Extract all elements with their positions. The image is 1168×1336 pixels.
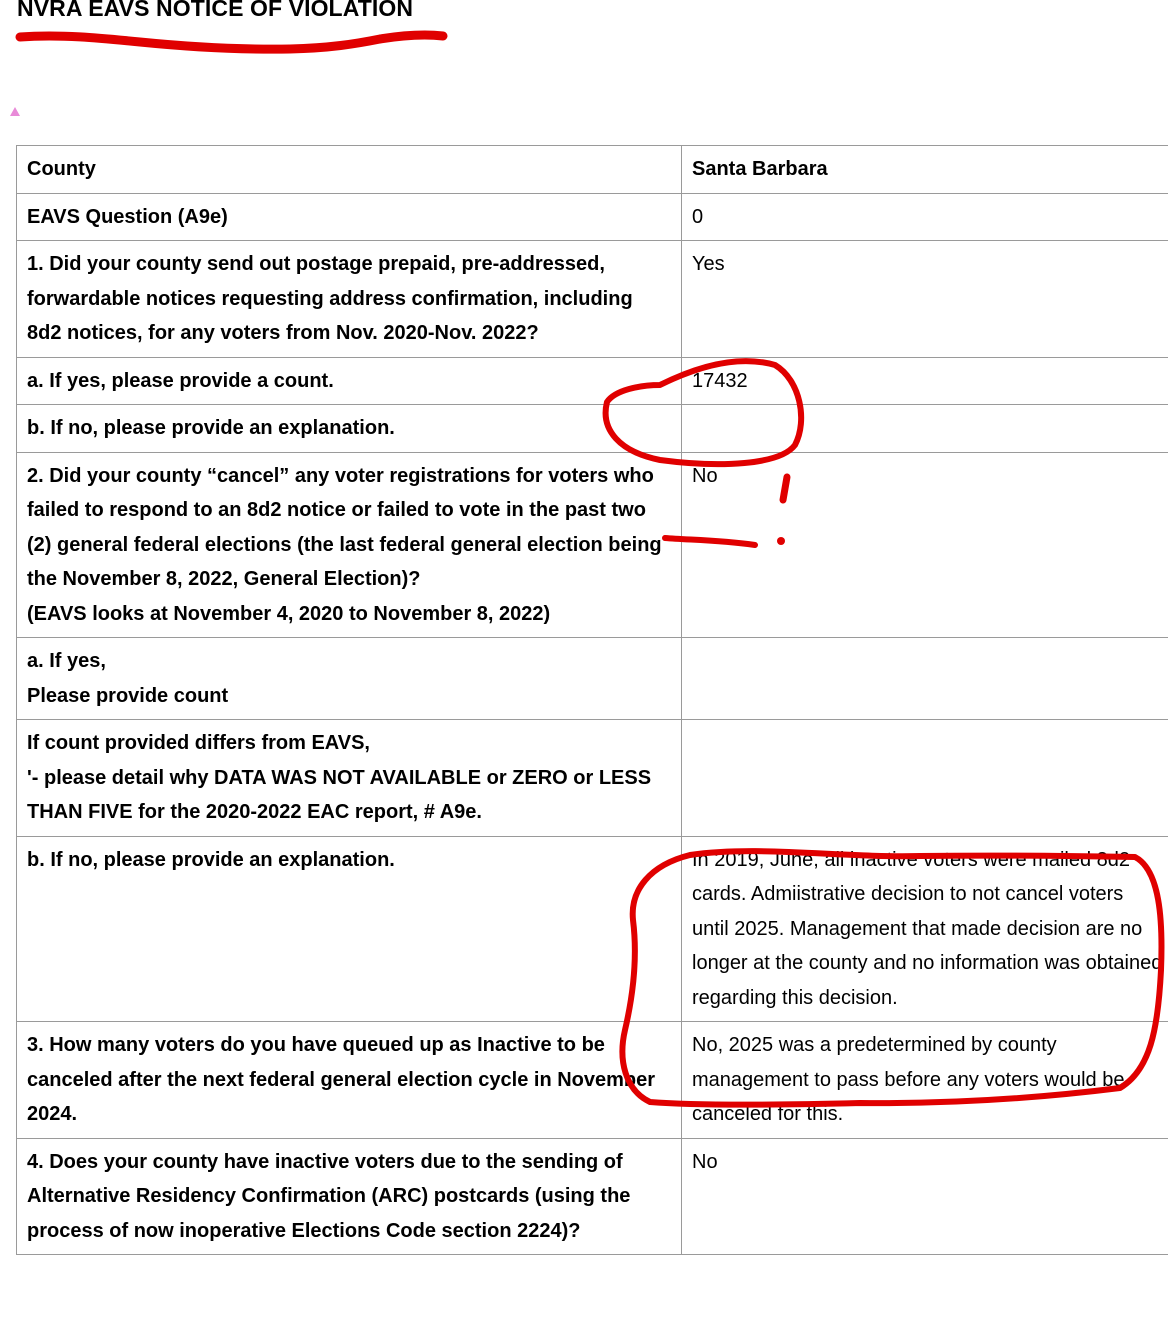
anchor-marker-icon <box>10 107 20 116</box>
row-answer <box>682 405 1168 453</box>
row-question: If count provided differs from EAVS, '- please detail why DATA WAS NOT AVAILABLE or ZERO or LESS THAN FIVE for the 2020-2022 EAC report, # A9e. <box>17 720 682 837</box>
row-question: b. If no, please provide an explanation. <box>17 836 682 1022</box>
row-question: 1. Did your county send out postage prepaid, pre-addressed, forwardable notices requesting address confirmation, including 8d2 notices, for any voters from Nov. 2020-Nov. 2022? <box>17 241 682 358</box>
row-answer: 0 <box>682 193 1168 241</box>
row-answer: No, 2025 was a predetermined by county management to pass before any voters would be canceled for this. <box>682 1022 1168 1139</box>
table-row <box>17 405 1168 453</box>
row-answer: Yes <box>682 241 1168 358</box>
table-row <box>17 1022 1168 1139</box>
row-question: 4. Does your county have inactive voters due to the sending of Alternative Residency Confirmation (ARC) postcards (using the process of now inoperative Elections Code section 2224)? <box>17 1138 682 1255</box>
row-question: a. If yes, Please provide count <box>17 638 682 720</box>
table-row <box>17 836 1168 1022</box>
row-question: b. If no, please provide an explanation. <box>17 405 682 453</box>
row-answer: No <box>682 1138 1168 1255</box>
page-title: NVRA EAVS NOTICE OF VIOLATION <box>17 0 414 21</box>
notice-table <box>16 145 1168 1255</box>
row-answer <box>682 638 1168 720</box>
row-question: a. If yes, please provide a count. <box>17 357 682 405</box>
row-question: County <box>17 146 682 194</box>
row-answer: No <box>682 452 1168 638</box>
row-answer: 17432 <box>682 357 1168 405</box>
table-row <box>17 720 1168 837</box>
row-question: 3. How many voters do you have queued up as Inactive to be canceled after the next federal general election cycle in November 2024. <box>17 1022 682 1139</box>
row-question: 2. Did your county “cancel” any voter registrations for voters who failed to respond to an 8d2 notice or failed to vote in the past two (2) general federal elections (the last federal general election being the November 8, 2022, General Election)? (EAVS looks at November 4, 2020 to November 8, 2022) <box>17 452 682 638</box>
table-row <box>17 241 1168 358</box>
row-answer: In 2019, June, all inactive voters were mailed 8d2 cards. Admiistrative decision to not cancel voters until 2025. Management that made decision are no longer at the county and no information was obtained regarding this decision. <box>682 836 1168 1022</box>
row-answer: Santa Barbara <box>682 146 1168 194</box>
row-question: EAVS Question (A9e) <box>17 193 682 241</box>
table-row <box>17 1138 1168 1255</box>
title-underline-annotation <box>20 35 443 49</box>
table-row <box>17 638 1168 720</box>
table-row <box>17 146 1168 194</box>
row-answer <box>682 720 1168 837</box>
table-row <box>17 357 1168 405</box>
table-row <box>17 452 1168 638</box>
table-row <box>17 193 1168 241</box>
